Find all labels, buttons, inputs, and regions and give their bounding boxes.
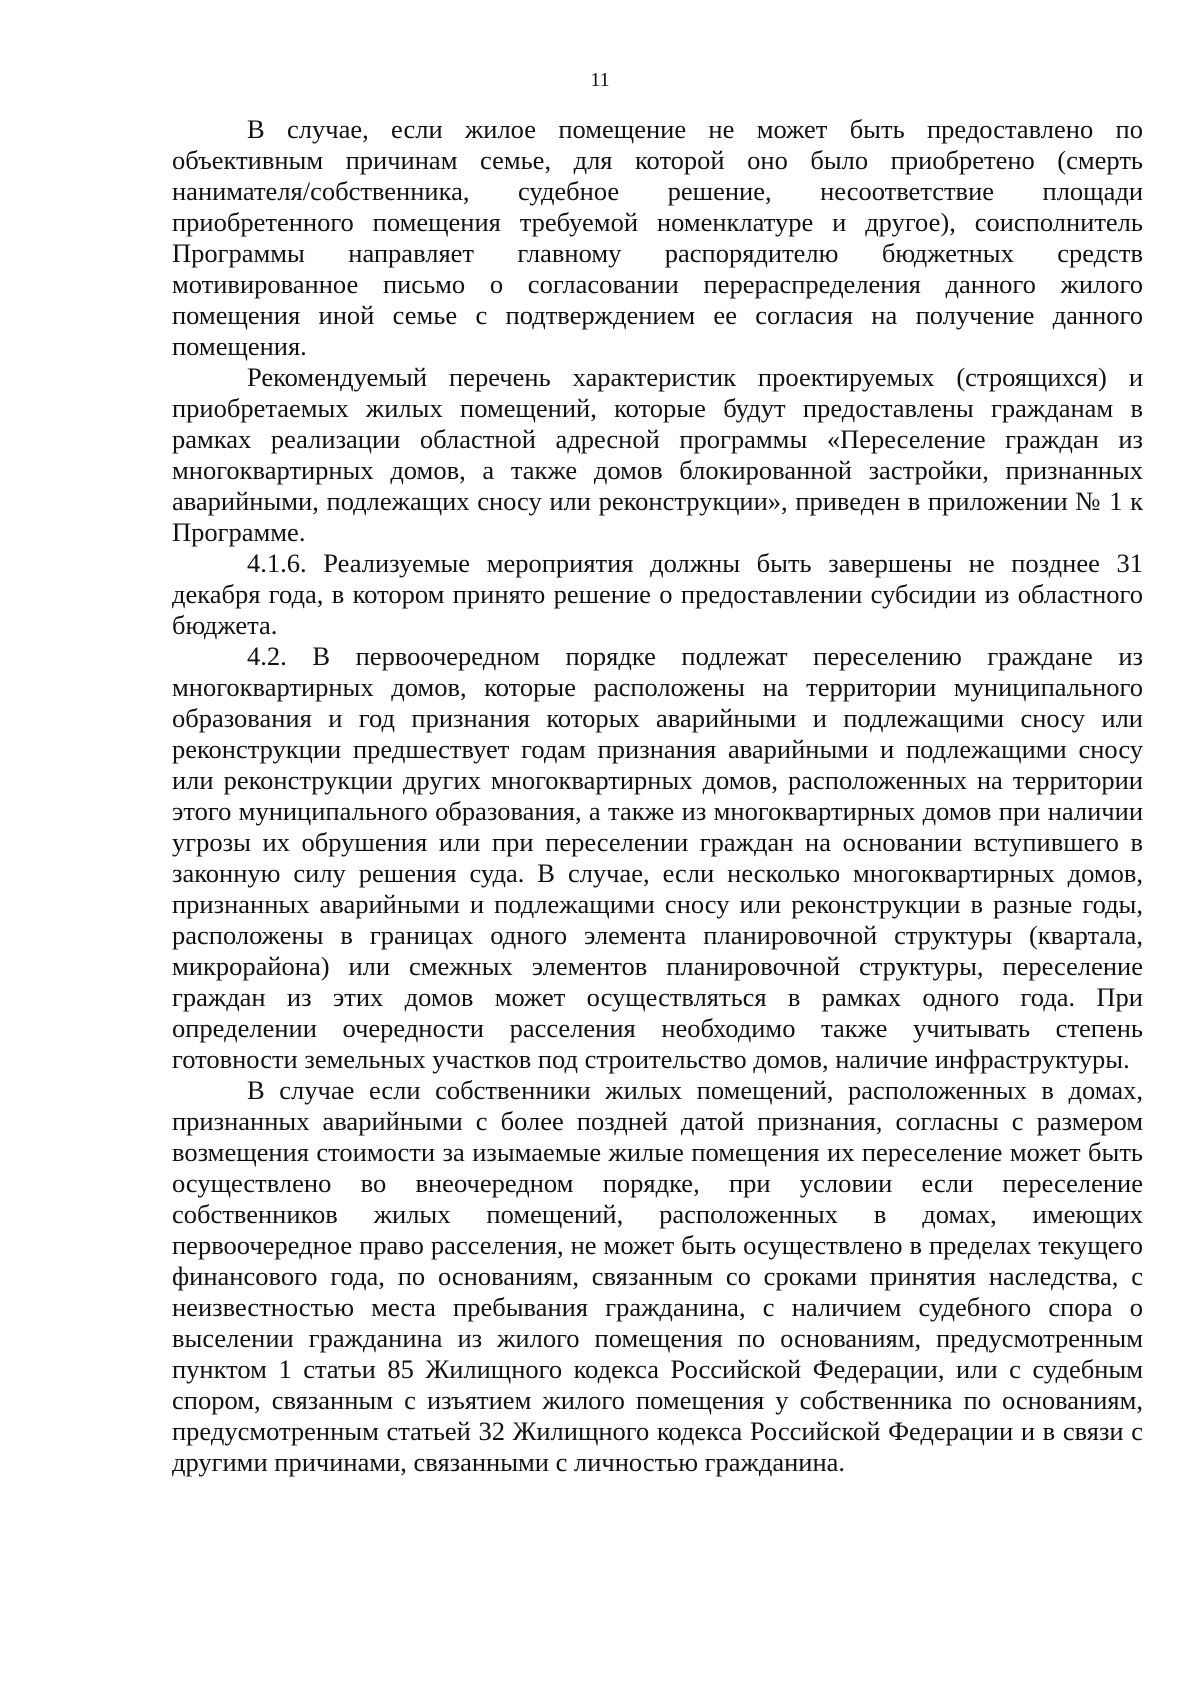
paragraph-recommended-characteristics: Рекомендуемый перечень характеристик проектируемых (строящихся) и приобретаемых жилых помещений, которые будут предоставлены гражданам в рамках реализации областной адресной программы «Переселение граждан из многоквартирных домов, а также домов блокированной застройки, признанных аварийными, подлежащих сносу или реконструкции», приведен в приложении № 1 к Программе. xyxy=(172,362,1143,547)
document-body xyxy=(172,114,1143,1478)
paragraph-4-2: 4.2. В первоочередном порядке подлежат переселению граждане из многоквартирных домов, которые расположены на территории муниципального образования и год признания которых аварийными и подлежащими сносу или реконструкции предшествует годам признания аварийными и подлежащими сносу или реконструкции других многоквартирных домов, расположенных на территории этого муниципального образования, а также из многоквартирных домов при наличии угрозы их обрушения или при переселении граждан на основании вступившего в законную силу решения суда. В случае, если несколько многоквартирных домов, признанных аварийными и подлежащими сносу или реконструкции в разные годы, расположены в границах одного элемента планировочной структуры (квартала, микрорайона) или смежных элементов планировочной структуры, переселение граждан из этих домов может осуществляться в рамках одного года. При определении очередности расселения необходимо также учитывать степень готовности земельных участков под строительство домов, наличие инфраструктуры. xyxy=(172,641,1143,1074)
paragraph-housing-reallocation: В случае, если жилое помещение не может быть предоставлено по объективным причинам семье, для которой оно было приобретено (смерть нанимателя/собственника, судебное решение, несоответствие площади приобретенного помещения требуемой номенклатуре и другое), соисполнитель Программы направляет главному распорядителю бюджетных средств мотивированное письмо о согласовании перераспределения данного жилого помещения иной семье с подтверждением ее согласия на получение данного помещения. xyxy=(172,114,1143,361)
paragraph-extraordinary-relocation: В случае если собственники жилых помещений, расположенных в домах, признанных аварийными с более поздней датой признания, согласны с размером возмещения стоимости за изымаемые жилые помещения их переселение может быть осуществлено во внеочередном порядке, при условии если переселение собственников жилых помещений, расположенных в домах, имеющих первоочередное право расселения, не может быть осуществлено в пределах текущего финансового года, по основаниям, связанным со сроками принятия наследства, с неизвестностью места пребывания гражданина, с наличием судебного спора о выселении гражданина из жилого помещения по основаниям, предусмотренным пунктом 1 статьи 85 Жилищного кодекса Российской Федерации, или с судебным спором, связанным с изъятием жилого помещения у собственника по основаниям, предусмотренным статьей 32 Жилищного кодекса Российской Федерации и в связи с другими причинами, связанными с личностью гражданина. xyxy=(172,1075,1143,1477)
paragraph-4-1-6: 4.1.6. Реализуемые мероприятия должны быть завершены не позднее 31 декабря года, в котором принято решение о предоставлении субсидии из областного бюджета. xyxy=(172,548,1143,640)
page-number: 11 xyxy=(590,69,610,91)
